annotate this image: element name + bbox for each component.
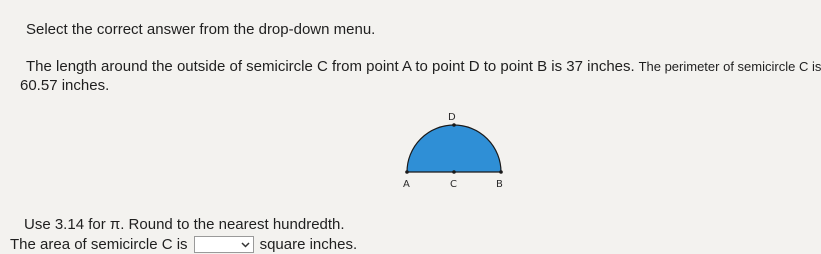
instruction-text: Select the correct answer from the drop-down menu.	[26, 21, 376, 38]
point-c-label: C	[450, 179, 457, 190]
pi-instruction-text: Use 3.14 for π. Round to the nearest hundredth.	[24, 216, 345, 233]
point-d-marker	[452, 123, 456, 127]
problem-tail-text: The perimeter of semicircle C is	[638, 59, 821, 74]
problem-statement-line2: 60.57 inches.	[20, 77, 110, 94]
semicircle-shape	[407, 125, 501, 172]
point-d-label: D	[448, 112, 456, 123]
problem-statement-line1	[26, 59, 821, 74]
answer-sentence	[10, 236, 357, 253]
point-a-marker	[405, 170, 409, 174]
problem-lead-text: The length around the outside of semicircle C from point A to point D to point B is 37 inches.	[26, 58, 635, 75]
point-a-label: A	[403, 179, 410, 190]
answer-suffix-text: square inches.	[259, 236, 358, 253]
chevron-down-icon	[241, 242, 250, 248]
point-b-label: B	[496, 179, 503, 190]
semicircle-figure	[396, 108, 516, 192]
point-c-marker	[452, 170, 456, 174]
answer-prefix-text: The area of semicircle C is	[10, 236, 188, 253]
area-answer-dropdown[interactable]	[194, 236, 254, 253]
point-b-marker	[499, 170, 503, 174]
semicircle-diagram	[396, 108, 516, 192]
